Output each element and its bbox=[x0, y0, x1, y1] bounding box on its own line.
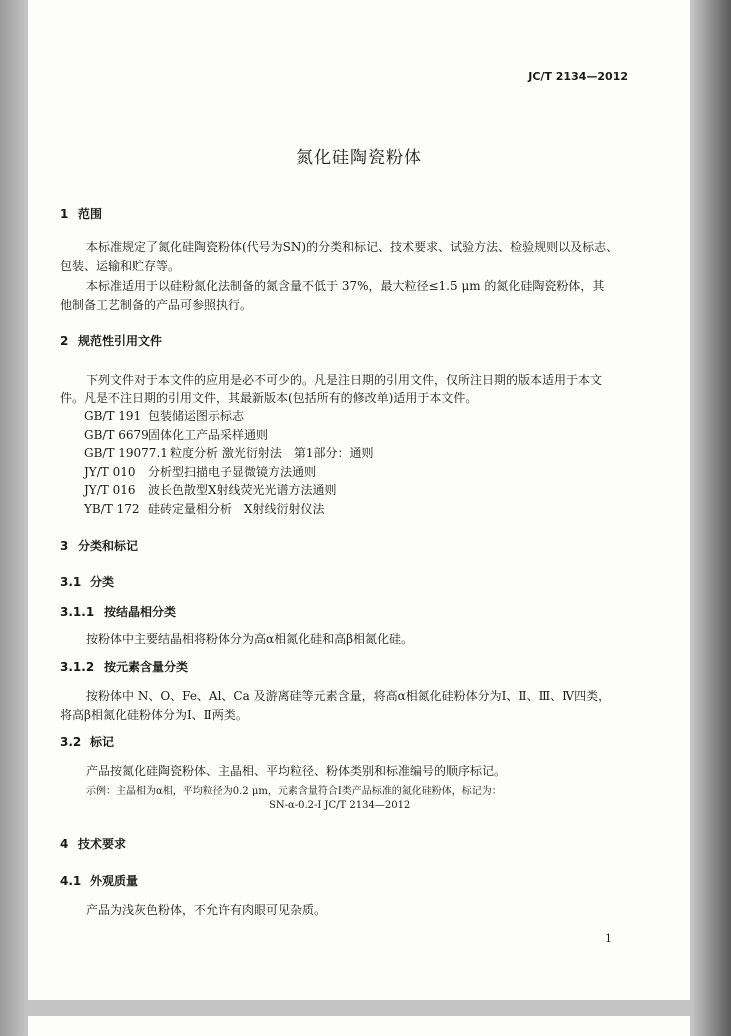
reference-code: GB/T 6679 bbox=[84, 428, 149, 442]
reference-item bbox=[84, 444, 373, 461]
paragraph-line: 包装、运输和贮存等。 bbox=[60, 259, 181, 273]
subsection-3-1-1-heading bbox=[60, 603, 176, 620]
section-4-heading bbox=[60, 835, 126, 852]
section-title: 分类和标记 bbox=[78, 539, 139, 553]
reference-item bbox=[84, 407, 244, 424]
section-number: 3.1.2 bbox=[60, 660, 95, 674]
reference-item bbox=[84, 426, 268, 443]
paragraph-line: 将高β相氮化硅粉体分为Ⅰ、Ⅱ两类。 bbox=[60, 708, 248, 722]
reference-item bbox=[84, 500, 325, 517]
reference-code: GB/T 19077.1 bbox=[84, 446, 168, 460]
section-number: 3.1 bbox=[60, 575, 82, 589]
section-number: 3.1.1 bbox=[60, 605, 95, 619]
paragraph-line: 产品按氮化硅陶瓷粉体、主晶相、平均粒径、粉体类别和标准编号的顺序标记。 bbox=[86, 764, 507, 778]
paragraph-line: 他制备工艺制备的产品可参照执行。 bbox=[60, 298, 253, 312]
paragraph-line: 下列文件对于本文件的应用是必不可少的。凡是注日期的引用文件，仅所注日期的版本适用于本文 bbox=[86, 373, 603, 387]
next-page-edge bbox=[28, 1016, 690, 1036]
document-title: 氮化硅陶瓷粉体 bbox=[296, 148, 422, 168]
document-page bbox=[28, 0, 690, 1000]
section-title: 外观质量 bbox=[90, 874, 139, 888]
section-title: 标记 bbox=[90, 735, 115, 749]
paragraph-line: 本标准适用于以硅粉氮化法制备的氮含量不低于 37%，最大粒径≤1.5 μm 的氮化硅陶瓷粉体，其 bbox=[86, 279, 605, 293]
section-title: 按元素含量分类 bbox=[104, 660, 189, 674]
example-mark: SN-α-0.2-Ⅰ JC/T 2134—2012 bbox=[269, 800, 411, 811]
reference-code: JY/T 016 bbox=[84, 483, 136, 497]
reference-title: 波长色散型X射线荧光光谱方法通则 bbox=[148, 483, 337, 497]
standard-code: JC/T 2134—2012 bbox=[528, 70, 628, 83]
section-number: 3.2 bbox=[60, 735, 82, 749]
section-2-heading bbox=[60, 332, 162, 349]
section-number: 1 bbox=[60, 207, 69, 221]
reference-title: 固体化工产品采样通则 bbox=[148, 428, 269, 442]
section-title: 技术要求 bbox=[78, 837, 127, 851]
section-number: 4.1 bbox=[60, 874, 82, 888]
section-title: 分类 bbox=[90, 575, 115, 589]
section-number: 4 bbox=[60, 837, 69, 851]
paragraph-line: 产品为浅灰色粉体，不允许有肉眼可见杂质。 bbox=[86, 903, 327, 917]
reference-code: YB/T 172 bbox=[84, 502, 140, 516]
reference-title: 粒度分析 激光衍射法 第1部分：通则 bbox=[170, 446, 374, 460]
paragraph-line: 本标准规定了氮化硅陶瓷粉体(代号为SN)的分类和标记、技术要求、试验方法、检验规则以及标志、 bbox=[86, 240, 619, 254]
section-3-heading bbox=[60, 537, 138, 554]
reference-item bbox=[84, 481, 337, 498]
example-text: 示例：主晶相为α相，平均粒径为0.2 μm，元素含量符合Ⅰ类产品标准的氮化硅粉体，标记为： bbox=[86, 786, 502, 797]
section-title: 按结晶相分类 bbox=[104, 605, 177, 619]
paragraph-line: 按粉体中 N、O、Fe、Al、Ca 及游离硅等元素含量，将高α相氮化硅粉体分为Ⅰ、Ⅱ、Ⅲ、Ⅳ四类， bbox=[86, 689, 611, 703]
section-number: 3 bbox=[60, 539, 69, 553]
paragraph-line: 按粉体中主要结晶相将粉体分为高α相氮化硅和高β相氮化硅。 bbox=[86, 632, 414, 646]
section-title: 规范性引用文件 bbox=[78, 334, 163, 348]
reference-code: GB/T 191 bbox=[84, 409, 142, 423]
paragraph-line: 件。凡是不注日期的引用文件，其最新版本(包括所有的修改单)适用于本文件。 bbox=[60, 391, 478, 405]
subsection-3-2-heading bbox=[60, 733, 114, 750]
reference-title: 分析型扫描电子显微镜方法通则 bbox=[148, 465, 317, 479]
subsection-3-1-2-heading bbox=[60, 658, 188, 675]
section-title: 范围 bbox=[78, 207, 103, 221]
subsection-4-1-heading bbox=[60, 872, 138, 889]
page-number: 1 bbox=[605, 932, 612, 945]
reference-code: JY/T 010 bbox=[84, 465, 136, 479]
reference-title: 硅砖定量相分析 X射线衍射仪法 bbox=[148, 502, 325, 516]
section-1-heading bbox=[60, 205, 102, 222]
subsection-3-1-heading bbox=[60, 573, 114, 590]
reference-title: 包装储运图示标志 bbox=[148, 409, 245, 423]
reference-item bbox=[84, 463, 316, 480]
section-number: 2 bbox=[60, 334, 69, 348]
